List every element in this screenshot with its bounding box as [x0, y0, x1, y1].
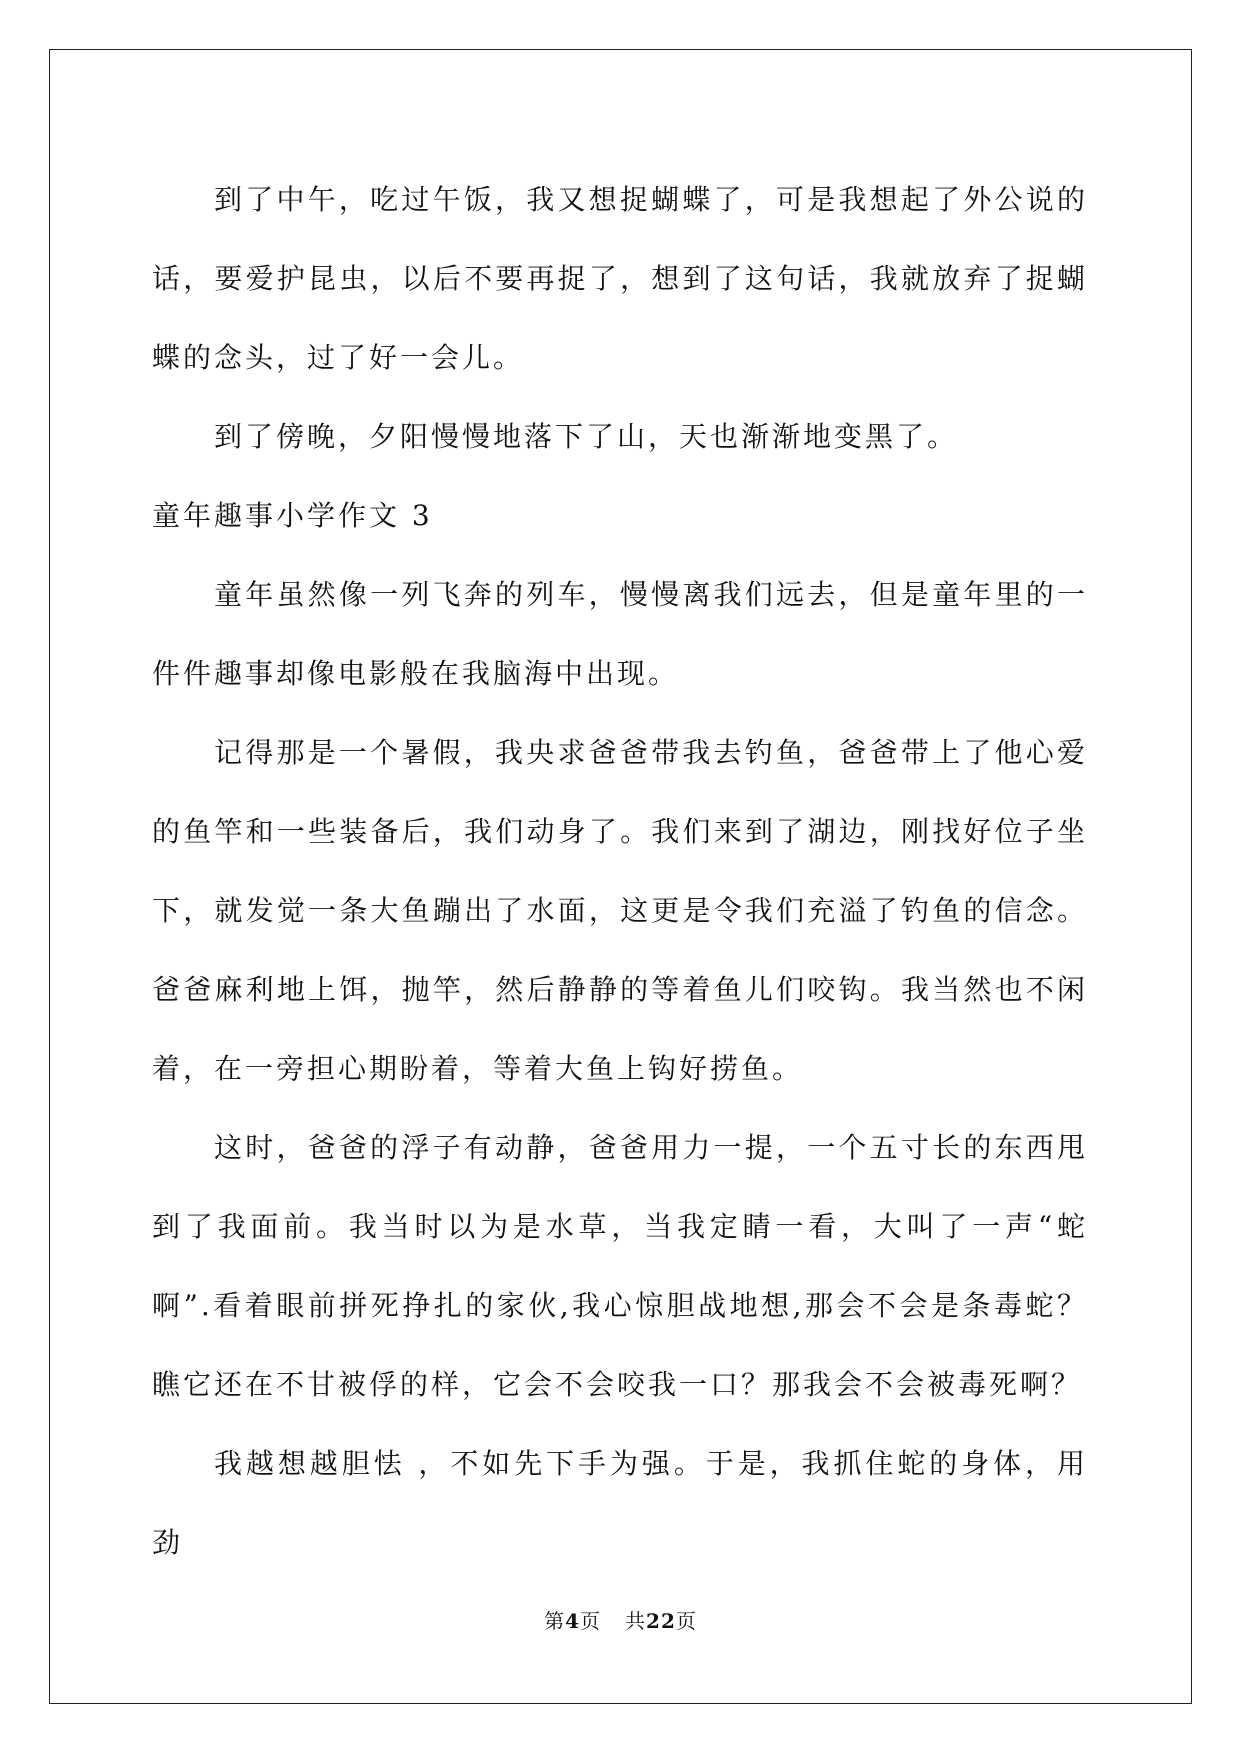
document-body [152, 160, 1088, 1582]
paragraph: 到了中午，吃过午饭，我又想捉蝴蝶了，可是我想起了外公说的话，要爱护昆虫，以后不要再捉了，想到了这句话，我就放弃了捉蝴蝶的念头，过了好一会儿。 [152, 183, 1088, 374]
current-page-number: 4 [565, 1609, 581, 1633]
footer-page-suffix: 页 [580, 1609, 602, 1633]
total-page-count: 22 [646, 1609, 676, 1633]
footer-total-prefix: 共 [625, 1609, 647, 1633]
paragraph: 童年虽然像一列飞奔的列车，慢慢离我们远去，但是童年里的一件件趣事却像电影般在我脑海中出现。 [152, 578, 1088, 690]
footer-total-suffix: 页 [675, 1609, 697, 1633]
paragraph: 我越想越胆怯 ，不如先下手为强。于是，我抓住蛇的身体，用劲 [152, 1447, 1088, 1559]
paragraph: 到了傍晚，夕阳慢慢地落下了山，天也渐渐地变黑了。 [214, 420, 959, 453]
section-heading: 童年趣事小学作文 3 [152, 499, 433, 532]
page-footer [0, 1605, 1241, 1634]
paragraph: 记得那是一个暑假，我央求爸爸带我去钓鱼，爸爸带上了他心爱的鱼竿和一些装备后，我们动身了。我们来到了湖边，刚找好位子坐下，就发觉一条大鱼蹦出了水面，这更是令我们充溢了钓鱼的信念。爸爸麻利地上饵，抛竿，然后静静的等着鱼儿们咬钩。我当然也不闲着，在一旁担心期盼着，等着大鱼上钩好捞鱼。 [152, 736, 1088, 1085]
paragraph: 这时，爸爸的浮子有动静，爸爸用力一提，一个五寸长的东西甩到了我面前。我当时以为是水草，当我定睛一看，大叫了一声“蛇啊”.看着眼前拼死挣扎的家伙,我心惊胆战地想,那会不会是条毒蛇？瞧它还在不甘被俘的样，它会不会咬我一口？那我会不会被毒死啊？ [152, 1131, 1088, 1401]
footer-prefix: 第 [544, 1609, 566, 1633]
